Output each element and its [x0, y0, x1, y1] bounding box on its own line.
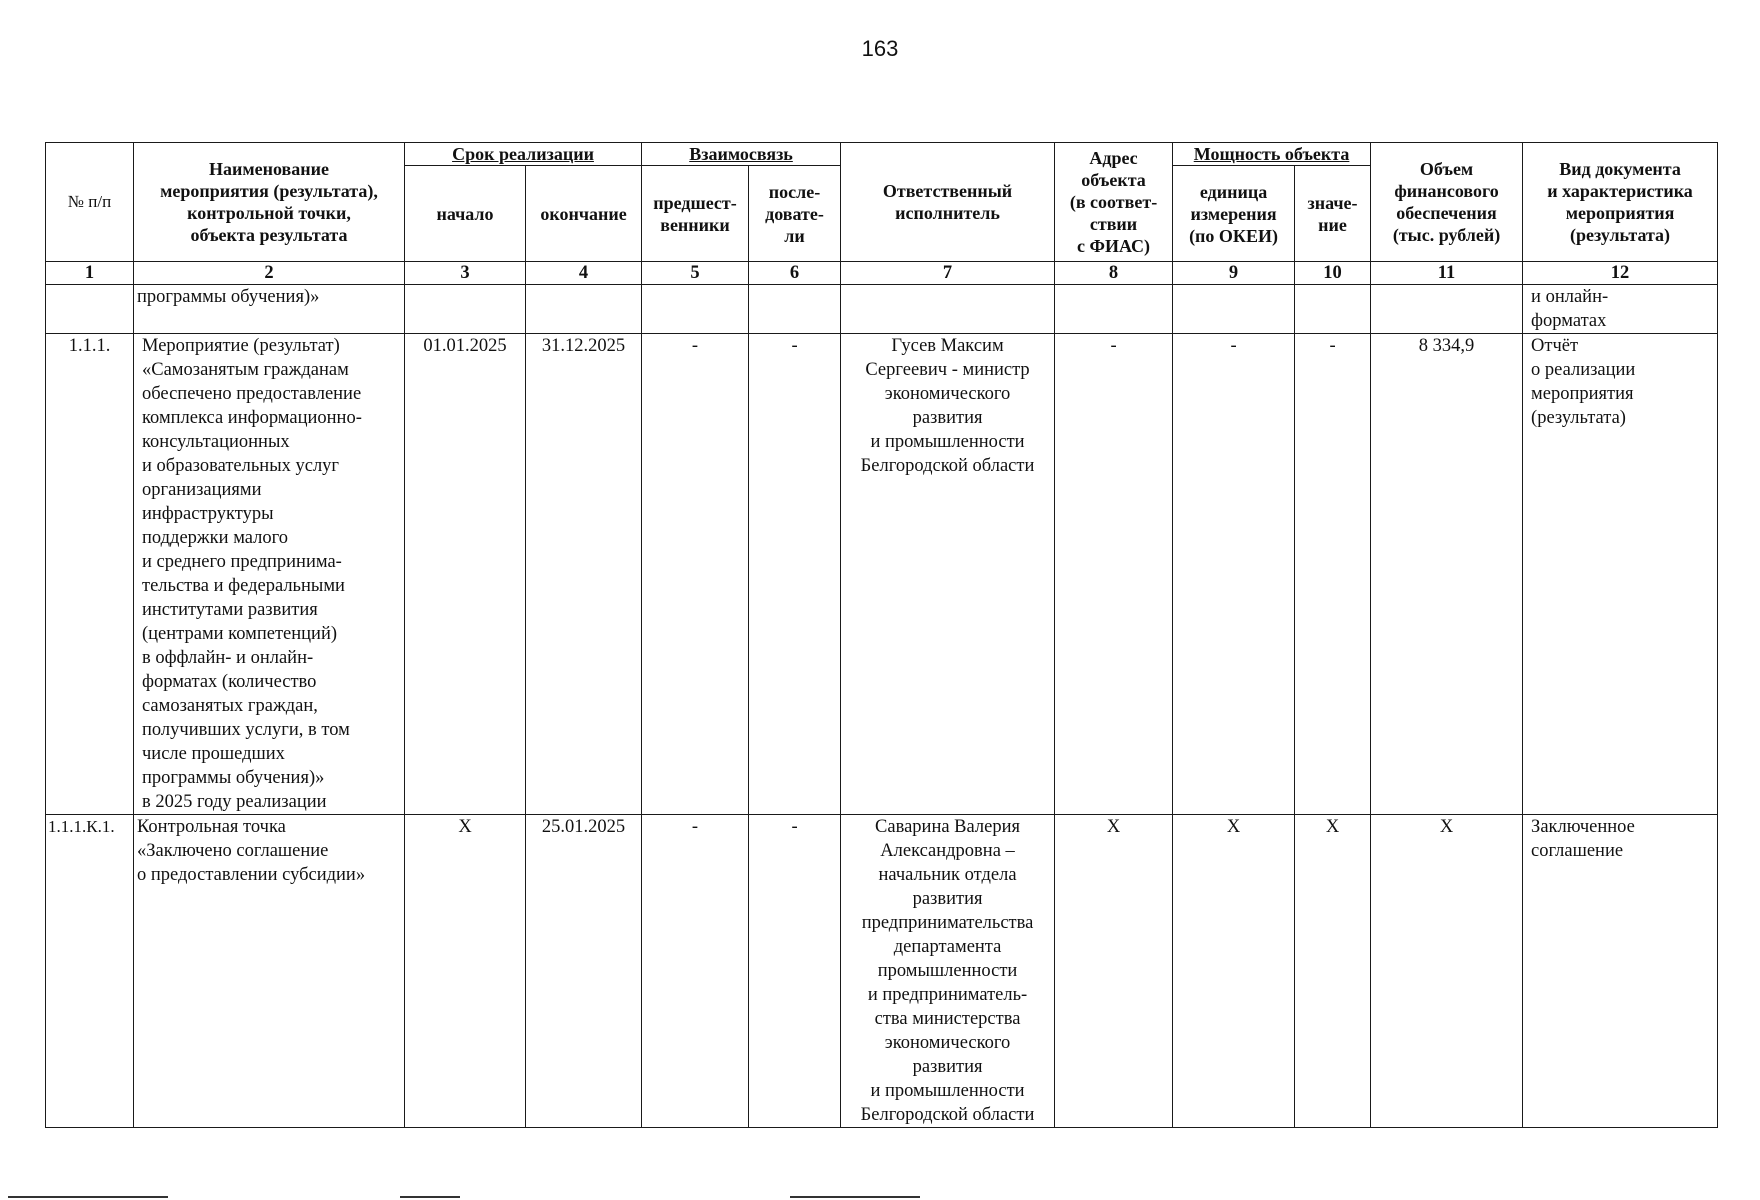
header-end-label: окончание [540, 203, 627, 224]
header-vzaim-label: Взаимосвязь [689, 144, 793, 164]
table-row [46, 334, 1718, 815]
header-pred-label: предшест- венники [653, 192, 737, 235]
row-posl: - [749, 815, 841, 1128]
row-value: Х [1295, 815, 1371, 1128]
header-address [1055, 143, 1173, 262]
column-number-row [46, 262, 1718, 285]
row-pred: - [642, 334, 749, 815]
footer-lines [0, 1196, 1760, 1198]
row-end: 31.12.2025 [526, 334, 642, 815]
column-number: 7 [841, 262, 1055, 285]
header-moshch-group [1173, 143, 1371, 166]
column-number: 12 [1523, 262, 1718, 285]
row-end: 25.01.2025 [526, 815, 642, 1128]
row-otv [841, 285, 1055, 334]
header-moshch-label: Мощность объекта [1193, 144, 1350, 164]
row-value [1295, 285, 1371, 334]
column-number: 9 [1173, 262, 1295, 285]
footer-line [790, 1196, 920, 1198]
row-number: 1.1.1.К.1. [46, 815, 134, 1128]
header-vzaim-group [642, 143, 841, 166]
row-value: - [1295, 334, 1371, 815]
header-name [134, 143, 405, 262]
row-otv: Гусев Максим Сергеевич - министр экономического развития и промышленности Белгородской области [841, 334, 1055, 815]
header-number [46, 143, 134, 262]
row-pred: - [642, 815, 749, 1128]
column-number: 1 [46, 262, 134, 285]
header-end [526, 166, 642, 262]
row-address: Х [1055, 815, 1173, 1128]
row-start [405, 285, 526, 334]
header-finance-label: Объем финансового обеспечения (тыс. рублей) [1392, 159, 1501, 245]
column-number: 10 [1295, 262, 1371, 285]
row-address [1055, 285, 1173, 334]
header-value-label: значе- ние [1307, 192, 1358, 235]
header-finance [1371, 143, 1523, 262]
header-value [1295, 166, 1371, 262]
row-number [46, 285, 134, 334]
row-posl: - [749, 334, 841, 815]
row-address: - [1055, 334, 1173, 815]
row-doc: Отчёт о реализации мероприятия (результата) [1523, 334, 1718, 815]
header-name-label: Наименование мероприятия (результата), контрольной точки, объекта результата [160, 159, 378, 245]
column-number: 6 [749, 262, 841, 285]
header-srok-group [405, 143, 642, 166]
header-otv-label: Ответственный исполнитель [882, 181, 1013, 223]
column-number: 4 [526, 262, 642, 285]
row-posl [749, 285, 841, 334]
row-start: Х [405, 815, 526, 1128]
row-doc: и онлайн- форматах [1523, 285, 1718, 334]
header-number-label: № п/п [67, 192, 112, 211]
column-number: 3 [405, 262, 526, 285]
header-posl-label: после- довате- ли [765, 181, 824, 246]
column-number: 2 [134, 262, 405, 285]
header-unit-label: единица измерения (по ОКЕИ) [1189, 181, 1278, 246]
row-name: программы обучения)» [134, 285, 405, 334]
header-pred [642, 166, 749, 262]
column-number: 5 [642, 262, 749, 285]
column-number: 8 [1055, 262, 1173, 285]
header-posl [749, 166, 841, 262]
plan-table [45, 142, 1718, 1128]
row-unit: Х [1173, 815, 1295, 1128]
header-doc-label: Вид документа и характеристика мероприятия (результата) [1547, 159, 1693, 245]
footer-line [400, 1196, 460, 1198]
footer-line [8, 1196, 168, 1198]
header-unit [1173, 166, 1295, 262]
row-unit: - [1173, 334, 1295, 815]
header-start [405, 166, 526, 262]
row-pred [642, 285, 749, 334]
row-unit [1173, 285, 1295, 334]
row-doc: Заключенное соглашение [1523, 815, 1718, 1128]
header-doc [1523, 143, 1718, 262]
row-otv: Саварина Валерия Александровна – начальник отдела развития предпринимательства департамента промышленности и предприниматель- ства министерства экономического развития и промышленности Белгородской области [841, 815, 1055, 1128]
row-name: Контрольная точка «Заключено соглашение о предоставлении субсидии» [134, 815, 405, 1128]
table-row [46, 285, 1718, 334]
header-start-label: начало [436, 203, 494, 224]
row-finance [1371, 285, 1523, 334]
table-row [46, 815, 1718, 1128]
row-start: 01.01.2025 [405, 334, 526, 815]
column-number: 11 [1371, 262, 1523, 285]
row-finance: 8 334,9 [1371, 334, 1523, 815]
row-end [526, 285, 642, 334]
row-number: 1.1.1. [46, 334, 134, 815]
row-finance: Х [1371, 815, 1523, 1128]
page-number: 163 [861, 36, 899, 61]
header-address-label: Адрес объекта (в соответ- ствии с ФИАС) [1069, 148, 1158, 256]
row-name: Мероприятие (результат) «Самозанятым гражданам обеспечено предоставление комплекса информационно- консультационных и образовательных услуг организациями инфраструктуры поддержки малого и среднего предпринима- тельства и федеральными институтами развития (центрами компетенций) в оффлайн- и онлайн- форматах (количество самозанятых граждан, получивших услуги, в том числе прошедших программы обучения)» в 2025 году реализации [134, 334, 405, 815]
header-otv [841, 143, 1055, 262]
header-srok-label: Срок реализации [452, 144, 594, 164]
